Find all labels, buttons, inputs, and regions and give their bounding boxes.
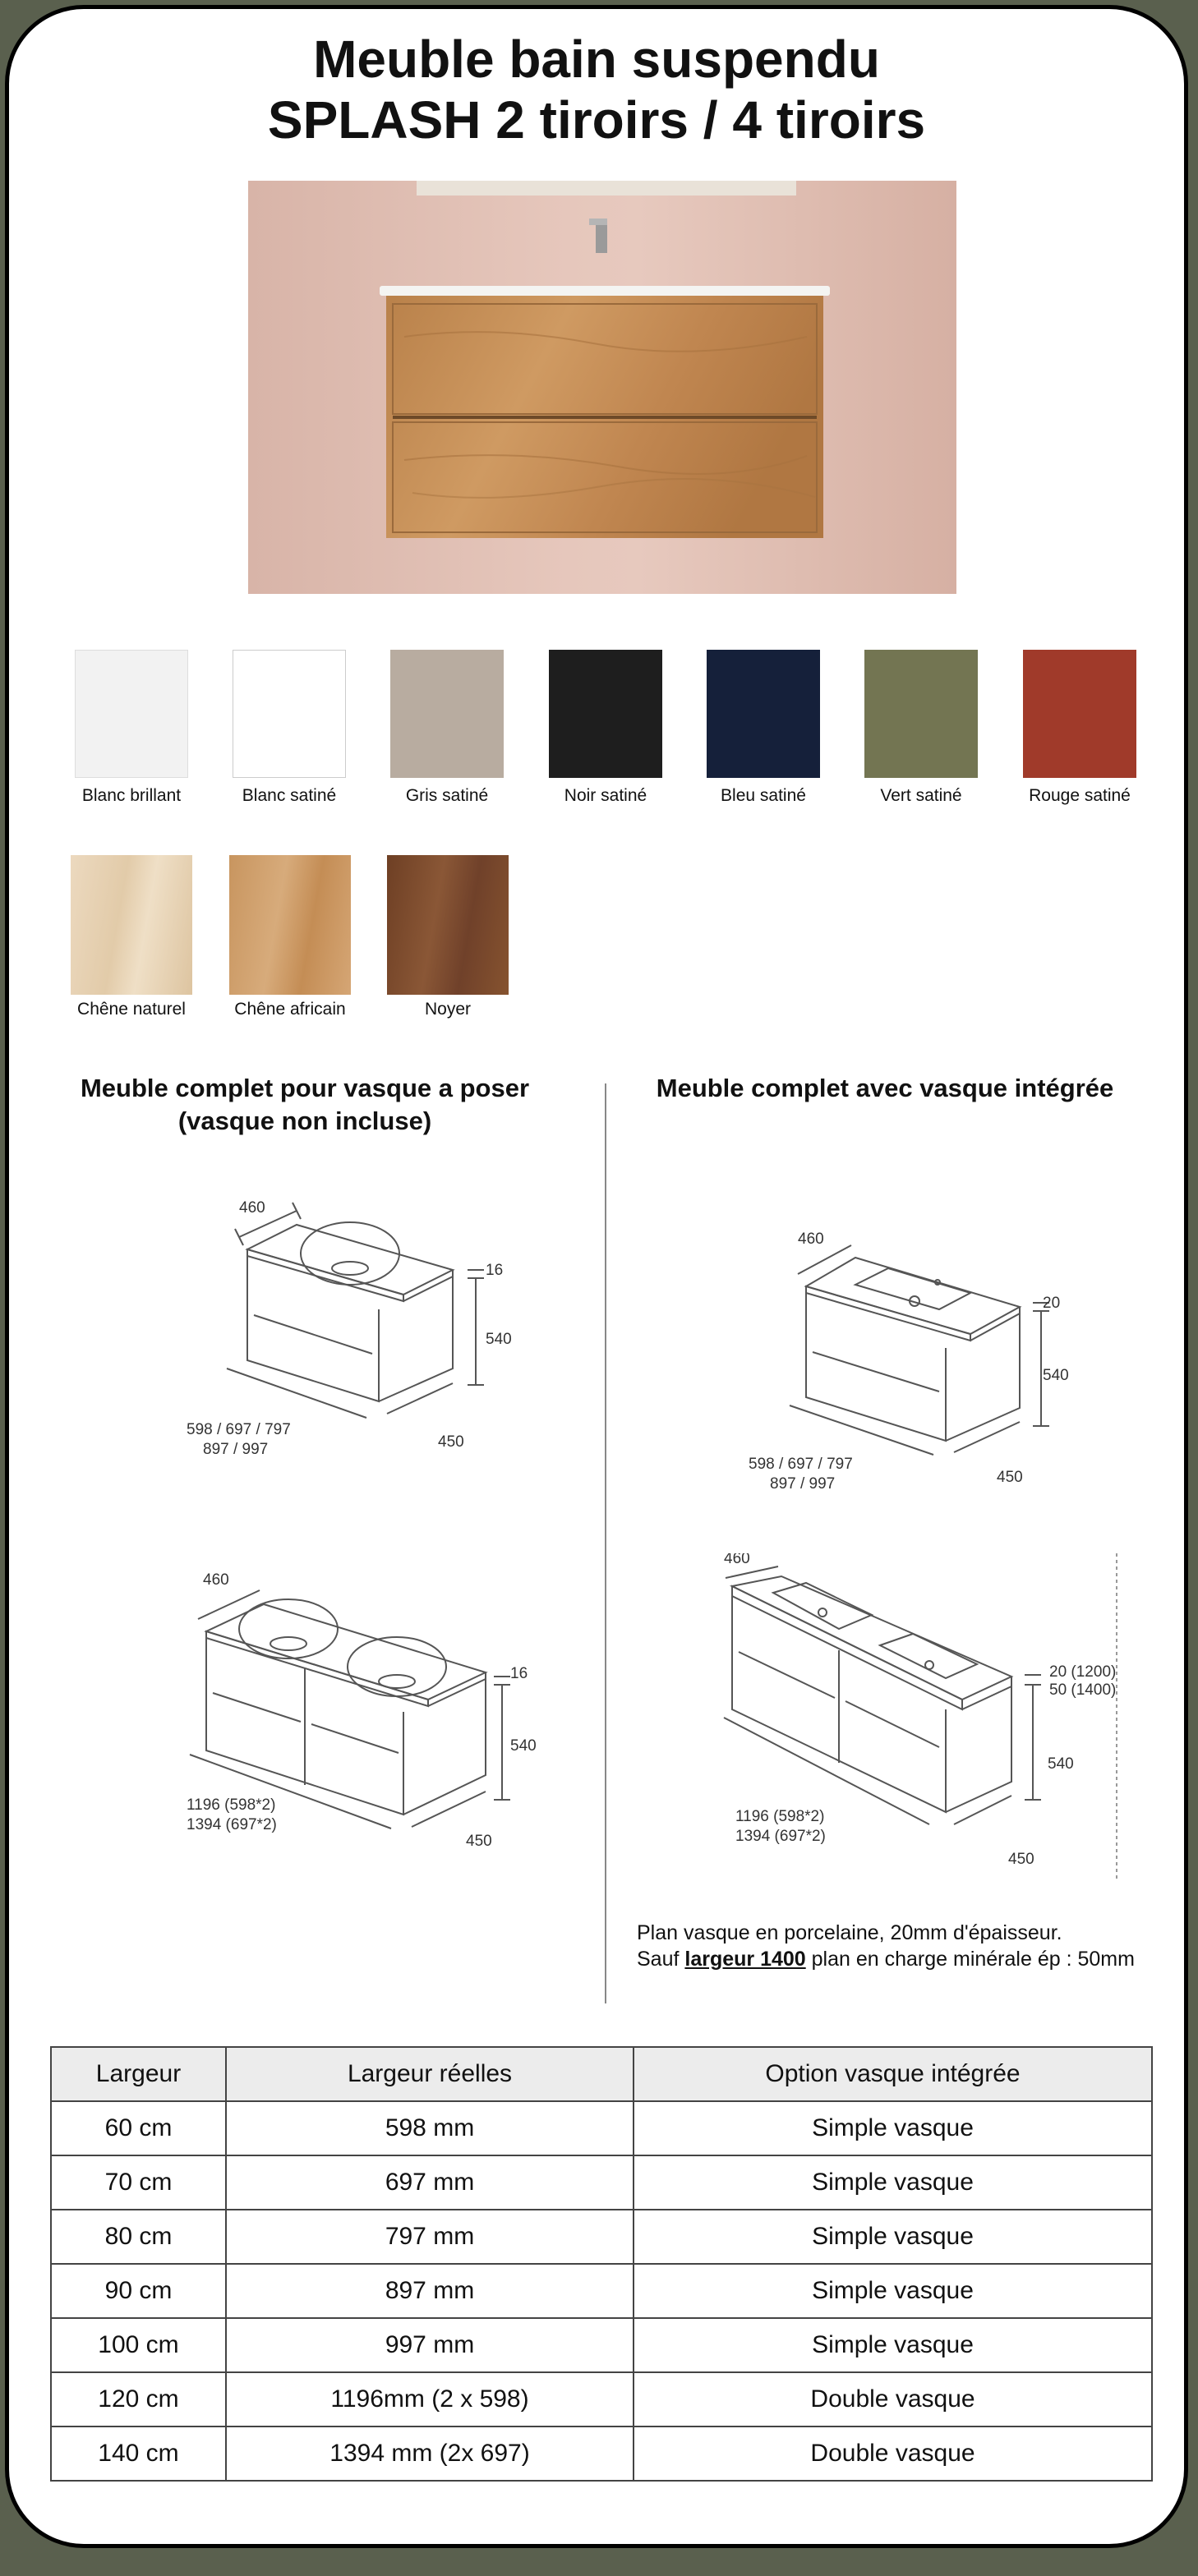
dim-width-2: 897 / 997 [770, 1475, 836, 1493]
table-row: 100 cm 997 mm Simple vasque [51, 2318, 1152, 2372]
dim-depth: 460 [203, 1571, 229, 1589]
dim-side: 450 [438, 1433, 464, 1451]
dim-width-2: 1394 (697*2) [735, 1828, 826, 1845]
col-largeur-reelles: Largeur réelles [226, 2047, 634, 2101]
swatch-gris-satine[interactable] [390, 650, 504, 778]
table-row: 90 cm 897 mm Simple vasque [51, 2264, 1152, 2318]
note-emphasis: largeur 1400 [684, 1948, 806, 1971]
swatch-chene-naturel[interactable] [71, 855, 192, 995]
section-title-vasque-a-poser: Meuble complet pour vasque a poser (vasque non incluse) [80, 1074, 530, 1135]
swatch-label: Chêne africain [234, 1000, 346, 1019]
swatch-label: Bleu satiné [721, 786, 806, 805]
swatch-label: Rouge satiné [1029, 786, 1131, 805]
swatch-blanc-brillant[interactable] [75, 650, 188, 778]
vanity-illustration [248, 181, 956, 594]
table-row: 60 cm 598 mm Simple vasque [51, 2101, 1152, 2155]
page-title [9, 29, 1184, 150]
section-title-vasque-integree: Meuble complet avec vasque intégrée [656, 1074, 1114, 1102]
title-line-1: Meuble bain suspendu [313, 30, 880, 89]
dim-width-2: 1394 (697*2) [187, 1816, 277, 1833]
table-row: 140 cm 1394 mm (2x 697) Double vasque [51, 2426, 1152, 2481]
swatch-label: Gris satiné [405, 786, 489, 805]
dim-height: 540 [486, 1331, 512, 1348]
dim-width-1: 598 / 697 / 797 [187, 1421, 291, 1438]
swatch-rouge-satine[interactable] [1023, 650, 1136, 778]
dim-side: 450 [466, 1833, 492, 1850]
swatch-label: Noir satiné [564, 786, 647, 805]
swatch-label: Blanc brillant [81, 786, 182, 805]
swatch-label: Blanc satiné [242, 786, 337, 805]
section-divider [605, 1083, 606, 2003]
dim-height: 540 [1048, 1755, 1074, 1773]
swatch-label: Chêne naturel [77, 1000, 186, 1019]
dim-height: 540 [510, 1737, 537, 1755]
title-line-2: SPLASH 2 tiroirs / 4 tiroirs [267, 90, 926, 150]
faucet [596, 222, 607, 253]
basin-note: Plan vasque en porcelaine, 20mm d'épaisseur. Sauf largeur 1400 plan en charge minérale ép : 50mm [637, 1921, 1135, 1971]
diagram-2-tiroirs-vasque-integree [732, 1212, 1110, 1508]
dim-width-2: 897 / 997 [203, 1441, 269, 1458]
col-largeur: Largeur [51, 2047, 226, 2101]
product-sheet [5, 5, 1188, 2548]
swatch-vert-satine[interactable] [864, 650, 978, 778]
swatch-blanc-satine[interactable] [233, 650, 346, 778]
table-row: 120 cm 1196mm (2 x 598) Double vasque [51, 2372, 1152, 2426]
dim-depth: 460 [239, 1199, 265, 1217]
swatch-bleu-satine[interactable] [707, 650, 820, 778]
dim-side: 450 [1008, 1851, 1034, 1868]
swatch-label: Vert satiné [880, 786, 962, 805]
mirror-edge [417, 181, 796, 196]
table-row: 70 cm 697 mm Simple vasque [51, 2155, 1152, 2210]
table-header-row [51, 2047, 1152, 2101]
dim-side: 450 [997, 1469, 1023, 1486]
col-option-vasque: Option vasque intégrée [634, 2047, 1152, 2101]
swatch-chene-africain[interactable] [229, 855, 351, 995]
dim-top: 16 [510, 1665, 528, 1682]
swatch-noir-satine[interactable] [549, 650, 662, 778]
dimensions-table [50, 2046, 1153, 2482]
dim-top: 20 [1043, 1295, 1061, 1312]
dim-top-1400: 50 (1400) [1049, 1681, 1117, 1699]
product-photo [248, 181, 956, 594]
dim-depth: 460 [798, 1230, 824, 1248]
dim-height: 540 [1043, 1367, 1069, 1384]
dim-width-1: 1196 (598*2) [187, 1796, 276, 1814]
dim-width-1: 1196 (598*2) [735, 1808, 825, 1825]
dim-width-1: 598 / 697 / 797 [749, 1456, 853, 1473]
swatch-label: Noyer [424, 1000, 472, 1019]
dim-top: 16 [486, 1262, 504, 1279]
table-row: 80 cm 797 mm Simple vasque [51, 2210, 1152, 2264]
diagram-4-tiroirs-vasque-poser [165, 1553, 560, 1865]
dim-depth: 460 [724, 1553, 750, 1567]
dim-top-1200: 20 (1200) [1049, 1663, 1117, 1681]
diagram-4-tiroirs-vasque-integree [716, 1553, 1127, 1882]
basin-top [380, 286, 830, 296]
swatch-noyer[interactable] [387, 855, 509, 995]
diagram-2-tiroirs-vasque-poser [165, 1180, 543, 1475]
